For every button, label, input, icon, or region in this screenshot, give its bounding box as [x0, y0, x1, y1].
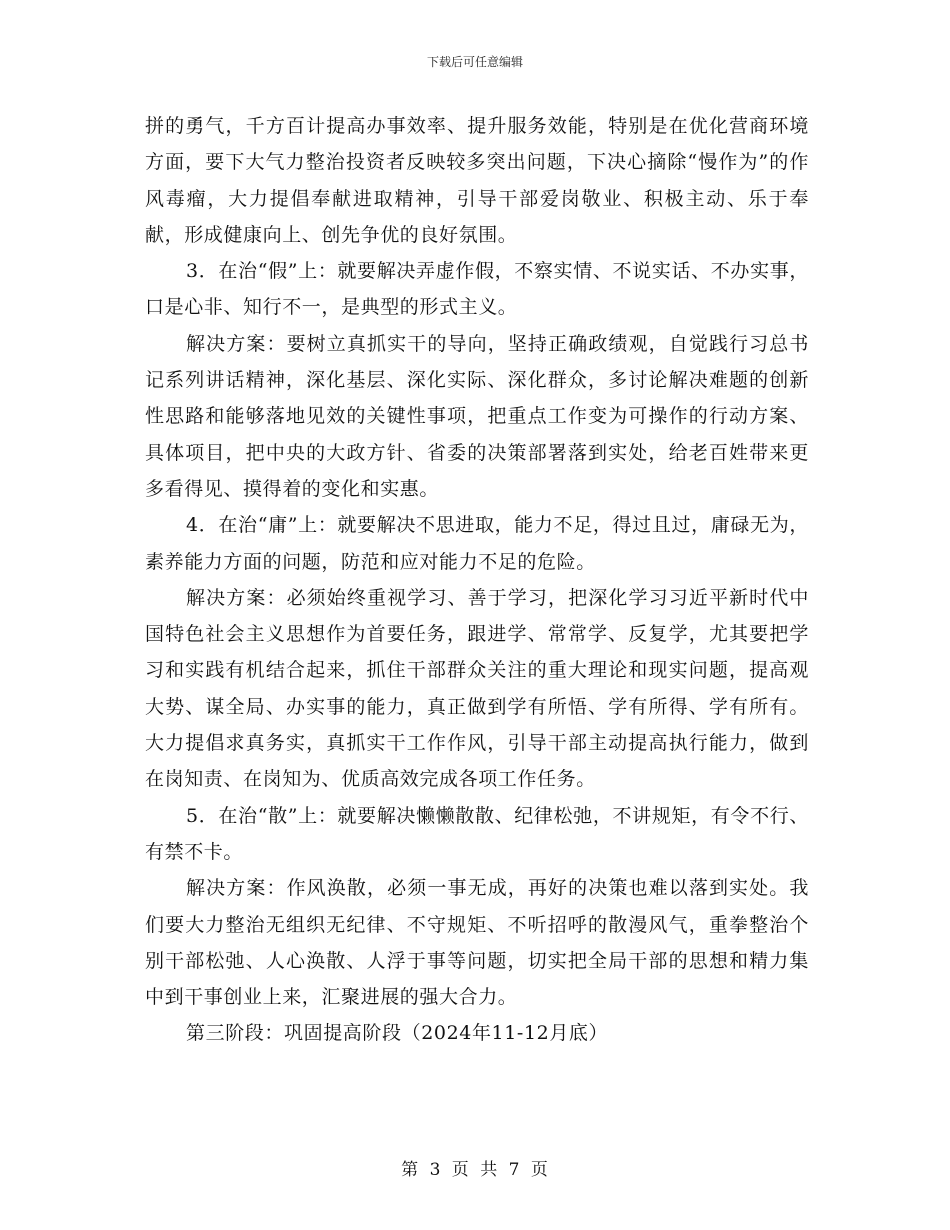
paragraph-solution-4: 解决方案：必须始终重视学习、善于学习，把深化学习习近平新时代中国特色社会主义思想作为首要任务，跟进学、常常学、反复学，尤其要把学习和实践有机结合起来，抓住干部群众关注的重大理论和现实问题，提高观大势、谋全局、办实事的能力，真正做到学有所悟、学有所得、学有所有。大力提倡求真务实，真抓实干工作作风，引导干部主动提高执行能力，做到在岗知责、在岗知为、优质高效完成各项工作任务。: [145, 586, 809, 791]
paragraph-item-5: 5．在治“散”上：就要解决懒懒散散、纪律松弛，不讲规矩，有令不行、有禁不卡。: [145, 804, 809, 863]
document-body: [145, 108, 809, 1052]
paragraph-solution-5: 解决方案：作风涣散，必须一事无成，再好的决策也难以落到实处。我们要大力整治无组织无纪律、不守规矩、不听招呼的散漫风气，重拳整治个别干部松弛、人心涣散、人浮于事等问题，切实把全局干部的思想和精力集中到干事创业上来，汇聚进展的强大合力。: [145, 877, 809, 1009]
page-header: 下载后可任意编辑: [426, 55, 523, 69]
paragraph-item-3: 3．在治“假”上：就要解决弄虚作假，不察实情、不说实话、不办实事，口是心非、知行不一，是典型的形式主义。: [145, 260, 809, 319]
paragraph-item-4: 4．在治“庸”上：就要解决不思进取，能力不足，得过且过，庸碌无为，素养能力方面的问题，防范和应对能力不足的危险。: [145, 514, 809, 573]
paragraph-solution-3: 解决方案：要树立真抓实干的导向，坚持正确政绩观，自觉践行习总书记系列讲话精神，深化基层、深化实际、深化群众，多讨论解决难题的创新性思路和能够落地见效的关键性事项，把重点工作变为可操作的行动方案、具体项目，把中央的大政方针、省委的决策部署落到实处，给老百姓带来更多看得见、摸得着的变化和实惠。: [145, 332, 809, 500]
paragraph-continuation: 拼的勇气，千方百计提高办事效率、提升服务效能，特别是在优化营商环境方面，要下大气力整治投资者反映较多突出问题，下决心摘除“慢作为”的作风毒瘤，大力提倡奉献进取精神，引导干部爱岗敬业、积极主动、乐于奉献，形成健康向上、创先争优的良好氛围。: [145, 115, 809, 246]
page-footer: 第 3 页 共 7 页: [401, 1160, 549, 1180]
paragraph-stage-3: 第三阶段：巩固提高阶段（2024年11-12月底）: [186, 1022, 609, 1045]
